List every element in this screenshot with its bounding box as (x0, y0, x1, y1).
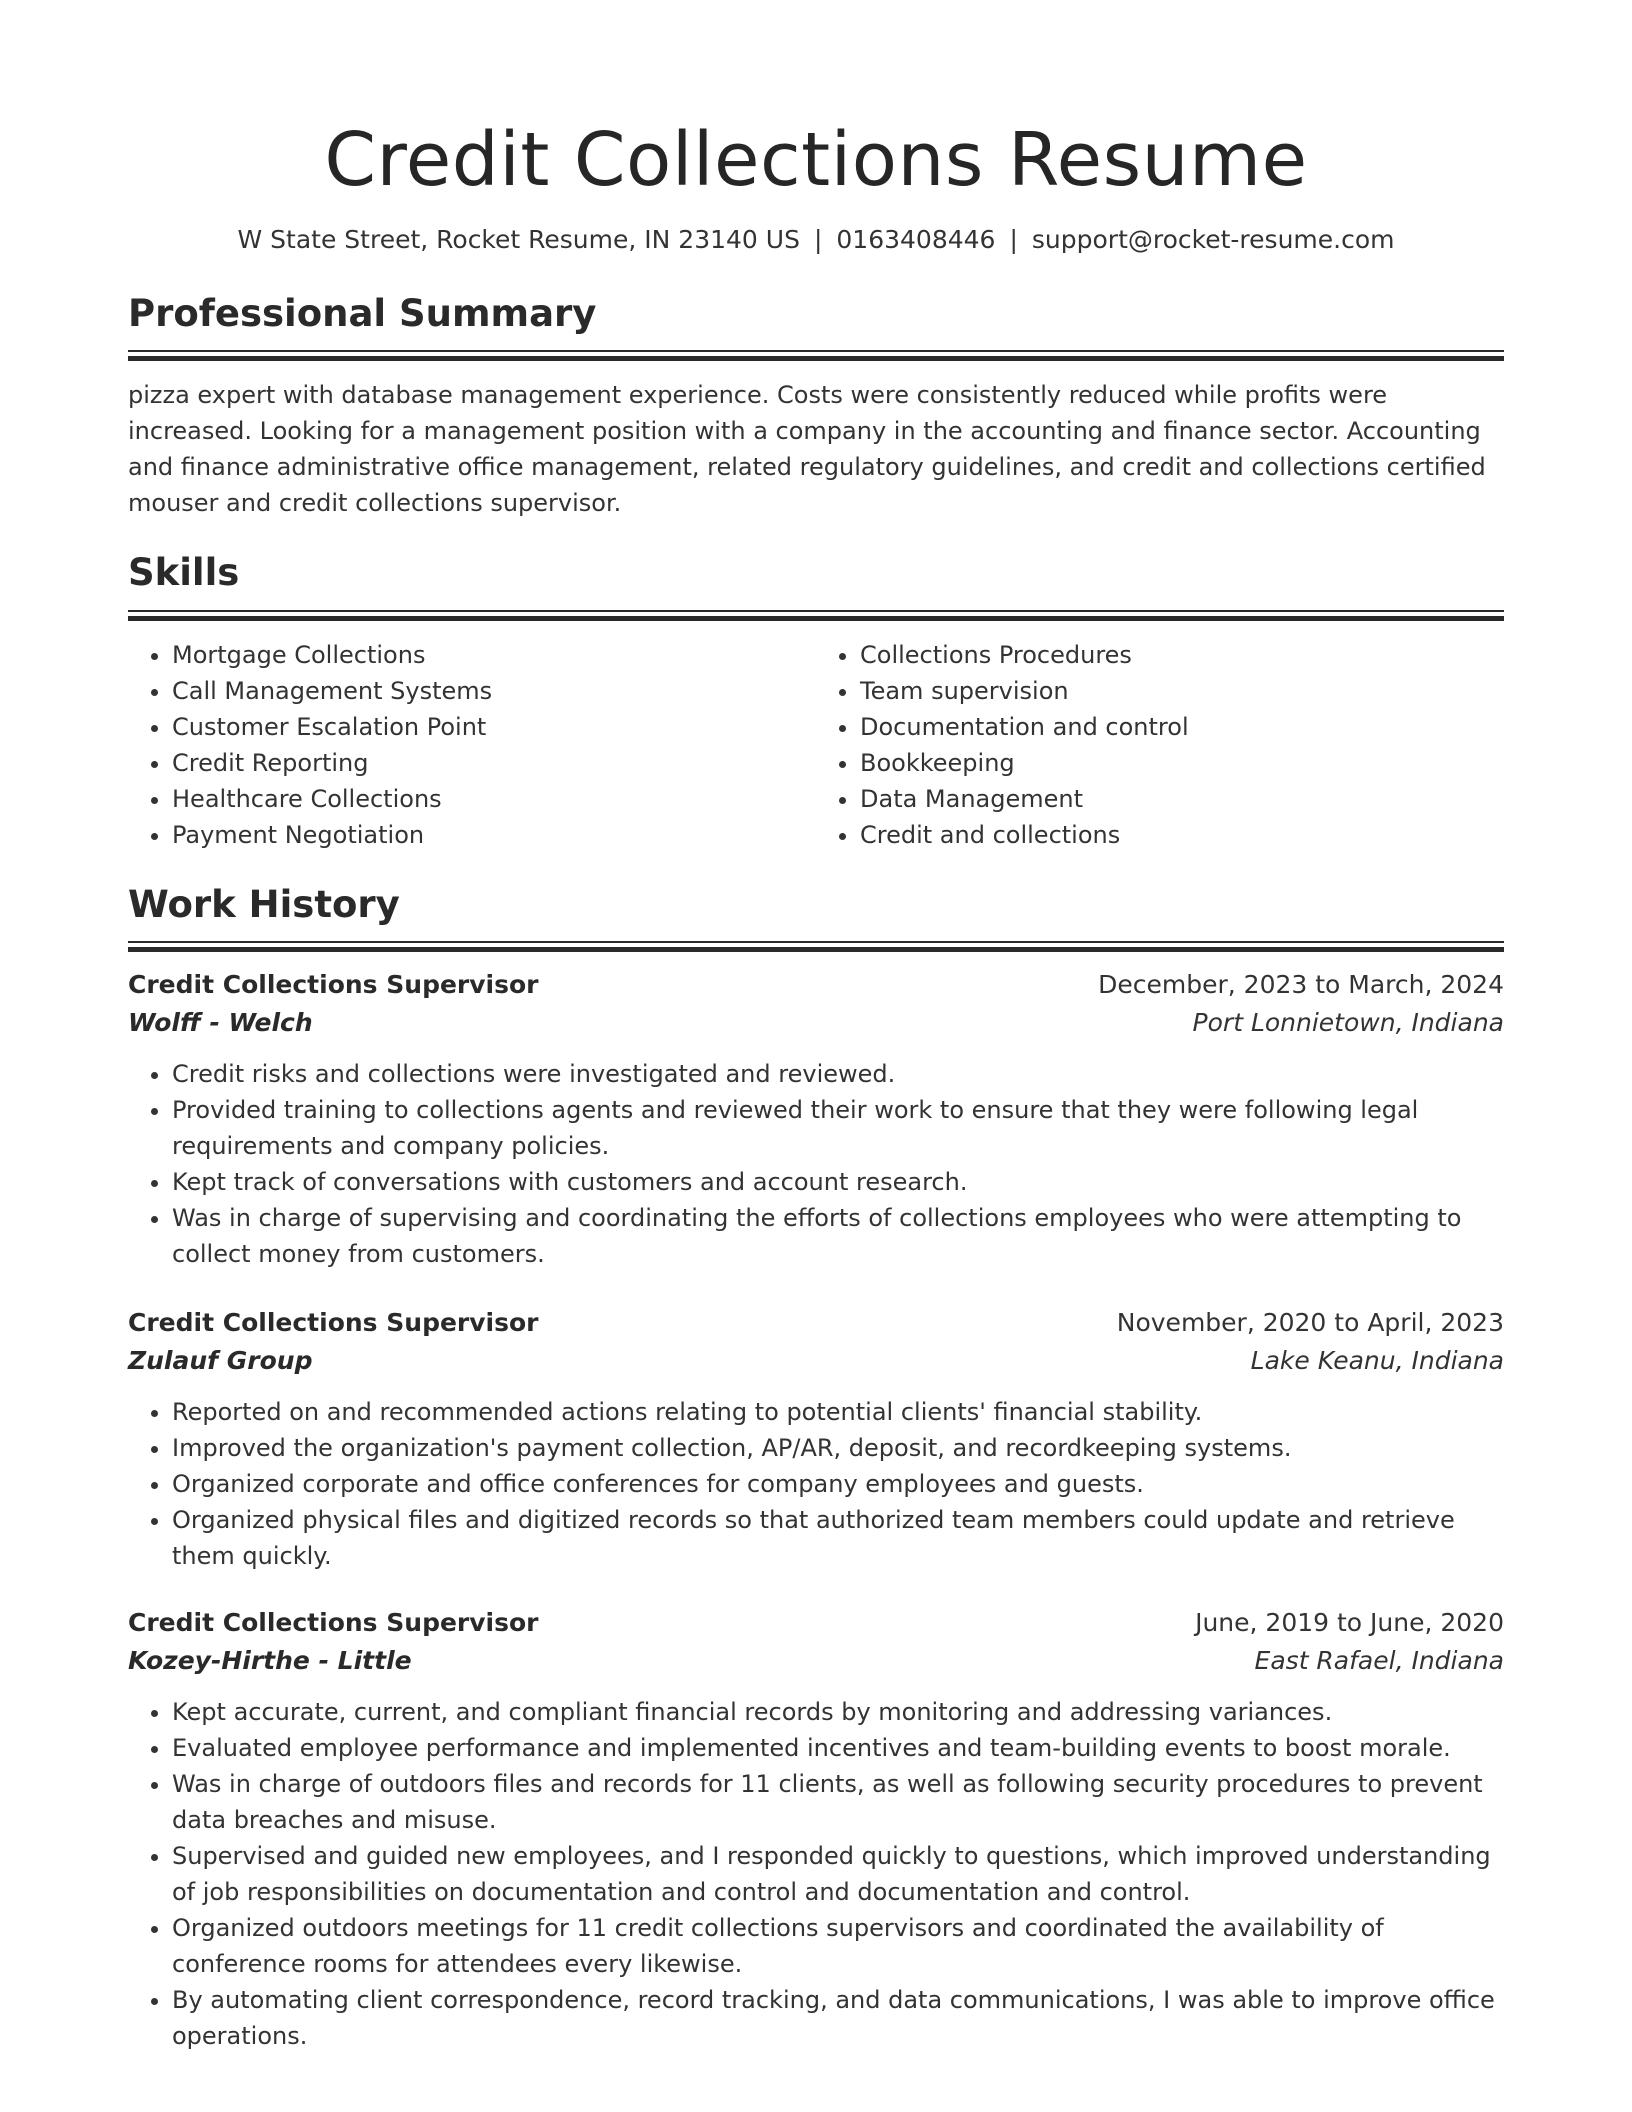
skill-item: • Customer Escalation Point (172, 709, 816, 745)
skills-section (128, 551, 1504, 852)
job-bullet: • Organized outdoors meetings for 11 credit collections supervisors and coordinated the availability of conference rooms for attendees every likewise. (172, 1910, 1504, 1982)
contact-separator: | (1009, 225, 1018, 255)
contact-separator: | (813, 225, 823, 255)
job-entry (128, 1604, 1504, 2054)
job-bullet: • Reported on and recommended actions relating to potential clients' financial stability. (172, 1394, 1504, 1430)
job-bullets (128, 1694, 1504, 2054)
skill-item: • Payment Negotiation (172, 817, 816, 853)
work-section (128, 883, 1504, 2054)
job-dates: June, 2019 to June, 2020 (1195, 1608, 1504, 1638)
job-entry (128, 966, 1504, 1272)
work-heading: Work History (128, 882, 400, 926)
skill-item: • Data Management (860, 781, 1504, 817)
contact-email: support@rocket-resume.com (1031, 225, 1395, 255)
job-bullet: • Credit risks and collections were investigated and reviewed. (172, 1056, 1504, 1092)
job-title: Credit Collections Supervisor (128, 1608, 539, 1638)
skill-item: • Healthcare Collections (172, 781, 816, 817)
skill-item: • Credit Reporting (172, 745, 816, 781)
summary-text: pizza expert with database management experience. Costs were consistently reduced while profits were increased. Looking for a management position with a company in the accounting and finance sector. Accounting and finance administrative office management, related regulatory guidelines, and credit and collections certified mouser and credit collections supervisor. (128, 381, 1486, 518)
contact-line (128, 225, 1504, 254)
skill-item: • Mortgage Collections (172, 637, 816, 673)
job-dates: December, 2023 to March, 2024 (1098, 970, 1504, 1000)
job-bullet: • By automating client correspondence, record tracking, and data communications, I was able to improve office operations. (172, 1982, 1504, 2054)
job-bullet: • Provided training to collections agents and reviewed their work to ensure that they were following legal requirements and company policies. (172, 1092, 1504, 1164)
section-divider (128, 941, 1504, 952)
contact-phone: 0163408446 (836, 225, 996, 255)
skills-right-column (816, 637, 1504, 853)
job-location: Port Lonnietown, Indiana (1192, 1008, 1504, 1038)
job-dates: November, 2020 to April, 2023 (1116, 1308, 1504, 1338)
job-bullet: • Supervised and guided new employees, and I responded quickly to questions, which improved understanding of job responsibilities on documentation and control and documentation and control. (172, 1838, 1504, 1910)
skill-item: • Documentation and control (860, 709, 1504, 745)
job-company: Zulauf Group (128, 1346, 313, 1376)
summary-heading: Professional Summary (128, 292, 597, 336)
skill-item: • Call Management Systems (172, 673, 816, 709)
section-divider (128, 610, 1504, 621)
job-bullets (128, 1056, 1504, 1272)
job-company: Wolff - Welch (128, 1008, 313, 1038)
job-bullet: • Kept track of conversations with customers and account research. (172, 1164, 1504, 1200)
job-bullet: • Was in charge of supervising and coordinating the efforts of collections employees who were attempting to collect money from customers. (172, 1200, 1504, 1272)
summary-section (128, 292, 1504, 521)
job-company: Kozey-Hirthe - Little (128, 1646, 412, 1676)
job-bullets (128, 1394, 1504, 1574)
job-title: Credit Collections Supervisor (128, 970, 539, 1000)
job-bullet: • Improved the organization's payment collection, AP/AR, deposit, and recordkeeping systems. (172, 1430, 1504, 1466)
job-location: Lake Keanu, Indiana (1250, 1346, 1504, 1376)
job-bullet: • Was in charge of outdoors files and records for 11 clients, as well as following security procedures to prevent data breaches and misuse. (172, 1766, 1504, 1838)
skill-item: • Credit and collections (860, 817, 1504, 853)
job-entry (128, 1304, 1504, 1574)
skills-columns (128, 637, 1504, 853)
section-divider (128, 350, 1504, 361)
job-bullet: • Kept accurate, current, and compliant financial records by monitoring and addressing variances. (172, 1694, 1504, 1730)
resume-title: Credit Collections Resume (324, 117, 1308, 203)
job-bullet: • Organized corporate and office conferences for company employees and guests. (172, 1466, 1504, 1502)
skills-left-column (128, 637, 816, 853)
skill-item: • Team supervision (860, 673, 1504, 709)
skills-heading: Skills (128, 551, 240, 595)
contact-address: W State Street, Rocket Resume, IN 23140 US (237, 225, 800, 255)
job-title: Credit Collections Supervisor (128, 1308, 539, 1338)
skill-item: • Bookkeeping (860, 745, 1504, 781)
job-bullet: • Organized physical files and digitized records so that authorized team members could update and retrieve them quickly. (172, 1502, 1504, 1574)
job-location: East Rafael, Indiana (1254, 1646, 1504, 1676)
skill-item: • Collections Procedures (860, 637, 1504, 673)
job-bullet: • Evaluated employee performance and implemented incentives and team-building events to boost morale. (172, 1730, 1504, 1766)
